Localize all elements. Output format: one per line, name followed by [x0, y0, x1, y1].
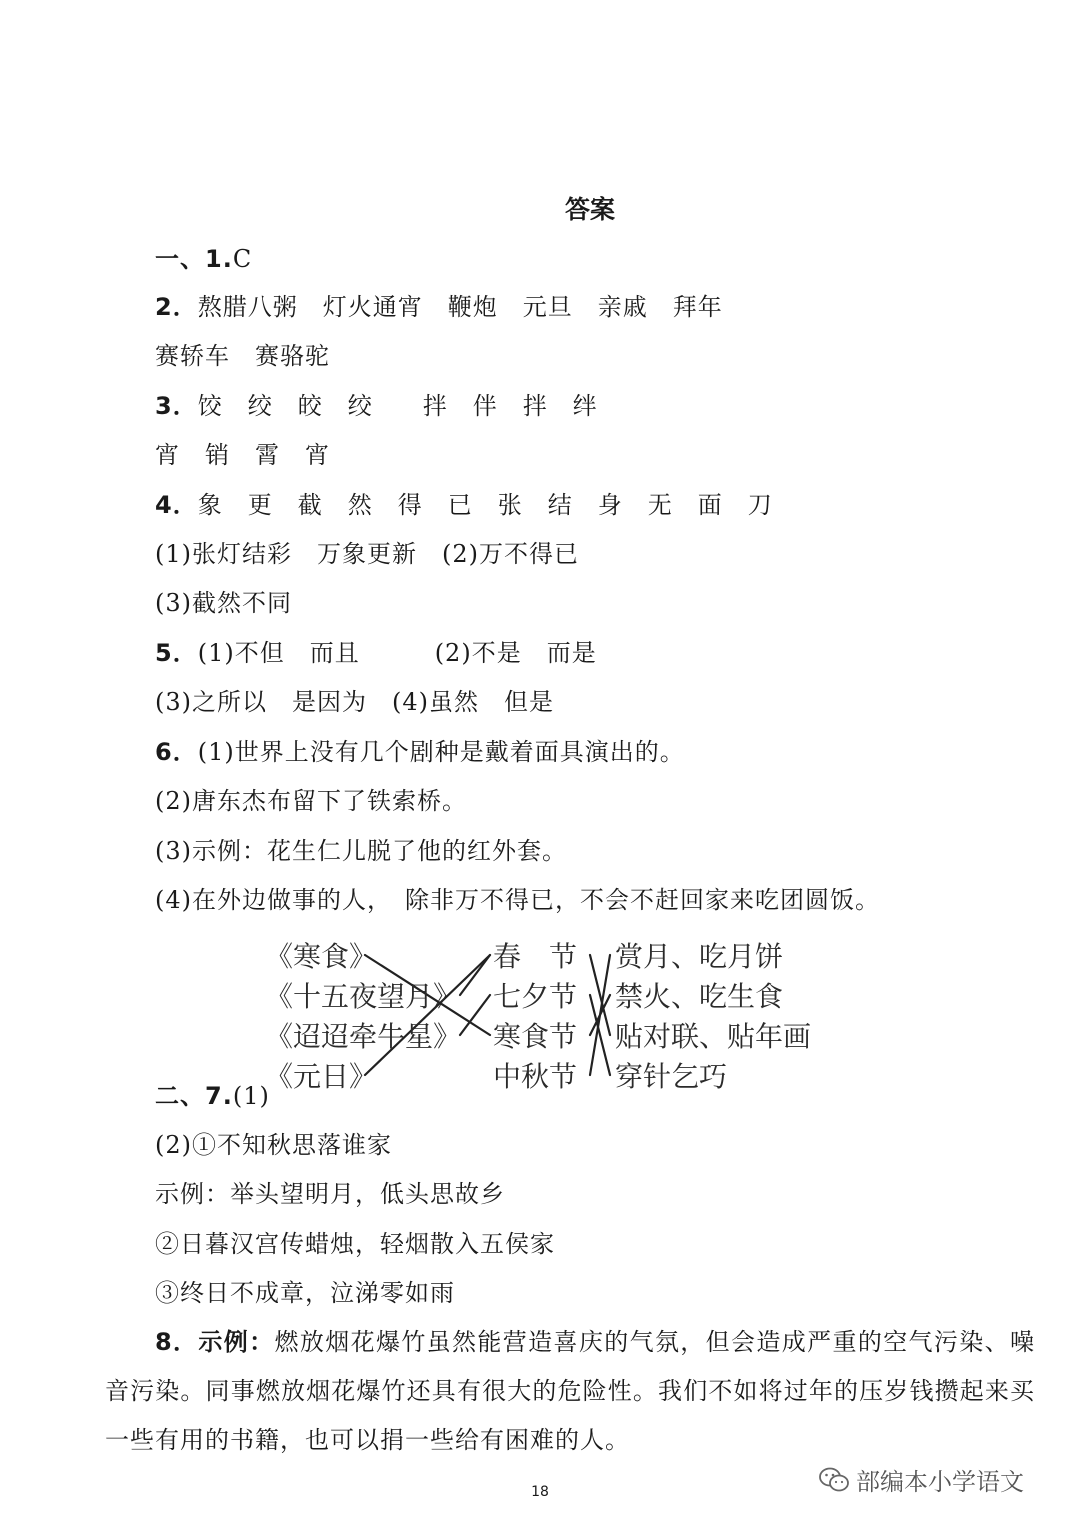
custom-name: 禁火、吃生食 — [615, 980, 784, 1013]
answer-line: 4．象 更 截 然 得 已 张 结 身 无 面 刀 — [155, 491, 773, 519]
answer-line: 示例：举头望明月，低头思故乡 — [155, 1180, 505, 1208]
answer-line: 2．熬腊八粥 灯火通宵 鞭炮 元旦 亲戚 拜年 — [155, 293, 723, 321]
poem-title: 《寒食》 — [265, 940, 378, 973]
page-title: 答案 — [564, 195, 615, 224]
answer-line: (3)截然不同 — [155, 589, 292, 617]
festival-name: 寒食节 — [493, 1020, 578, 1053]
answer-line: ③终日不成章，泣涕零如雨 — [155, 1279, 455, 1307]
custom-name: 穿针乞巧 — [615, 1060, 728, 1093]
custom-name: 贴对联、贴年画 — [615, 1020, 812, 1053]
answer-line: 5．(1)不但 而且 (2)不是 而是 — [155, 639, 597, 667]
answer-8-paragraph — [105, 1318, 1035, 1465]
answer-line: (4)在外边做事的人， 除非万不得已，不会不赶回家来吃团圆饭。 — [155, 886, 880, 914]
poem-title: 《元日》 — [265, 1060, 378, 1093]
festival-name: 七夕节 — [493, 980, 578, 1013]
answer-line: 宵 销 霄 宵 — [155, 441, 330, 469]
festival-name: 春 节 — [493, 940, 578, 973]
answer-line: 赛轿车 赛骆驼 — [155, 342, 330, 370]
answer-line: 6．(1)世界上没有几个剧种是戴着面具演出的。 — [155, 738, 685, 766]
watermark — [818, 1462, 1024, 1497]
answer-line: (3)示例：花生仁儿脱了他的红外套。 — [155, 837, 567, 865]
answer-8-label: 8．示例： — [155, 1328, 275, 1356]
wechat-icon — [818, 1466, 850, 1494]
poem-title: 《十五夜望月》 — [265, 980, 462, 1013]
answer-line: ②日暮汉宫传蜡烛，轻烟散入五侯家 — [155, 1230, 555, 1258]
page-number: 18 — [531, 1484, 549, 1500]
watermark-text: 部编本小学语文 — [856, 1468, 1024, 1496]
answer-line: (3)之所以 是因为 (4)虽然 但是 — [155, 688, 554, 716]
poem-title: 《迢迢牵牛星》 — [265, 1020, 462, 1053]
answer-8-text: 燃放烟花爆竹虽然能营造喜庆的气氛，但会造成严重的空气污染、噪音污染。同事燃放烟花爆竹还具有很大的危险性。我们不如将过年的压岁钱攒起来买一些有用的书籍，也可以捐一些给有困难的人。 — [105, 1328, 1036, 1454]
answer-line: (1)张灯结彩 万象更新 (2)万不得已 — [155, 540, 579, 568]
matching-diagram — [265, 935, 845, 1095]
answer-line: (2)唐东杰布留下了铁索桥。 — [155, 787, 467, 815]
custom-name: 赏月、吃月饼 — [615, 940, 784, 973]
answer-line: 3．饺 绞 皎 绞 拌 伴 拌 绊 — [155, 392, 598, 420]
answer-line: 一、1.C — [155, 245, 253, 273]
answer-line: (2)①不知秋思落谁家 — [155, 1131, 392, 1159]
answer-line: 二、7.(1) — [155, 1082, 270, 1110]
festival-name: 中秋节 — [493, 1060, 578, 1093]
